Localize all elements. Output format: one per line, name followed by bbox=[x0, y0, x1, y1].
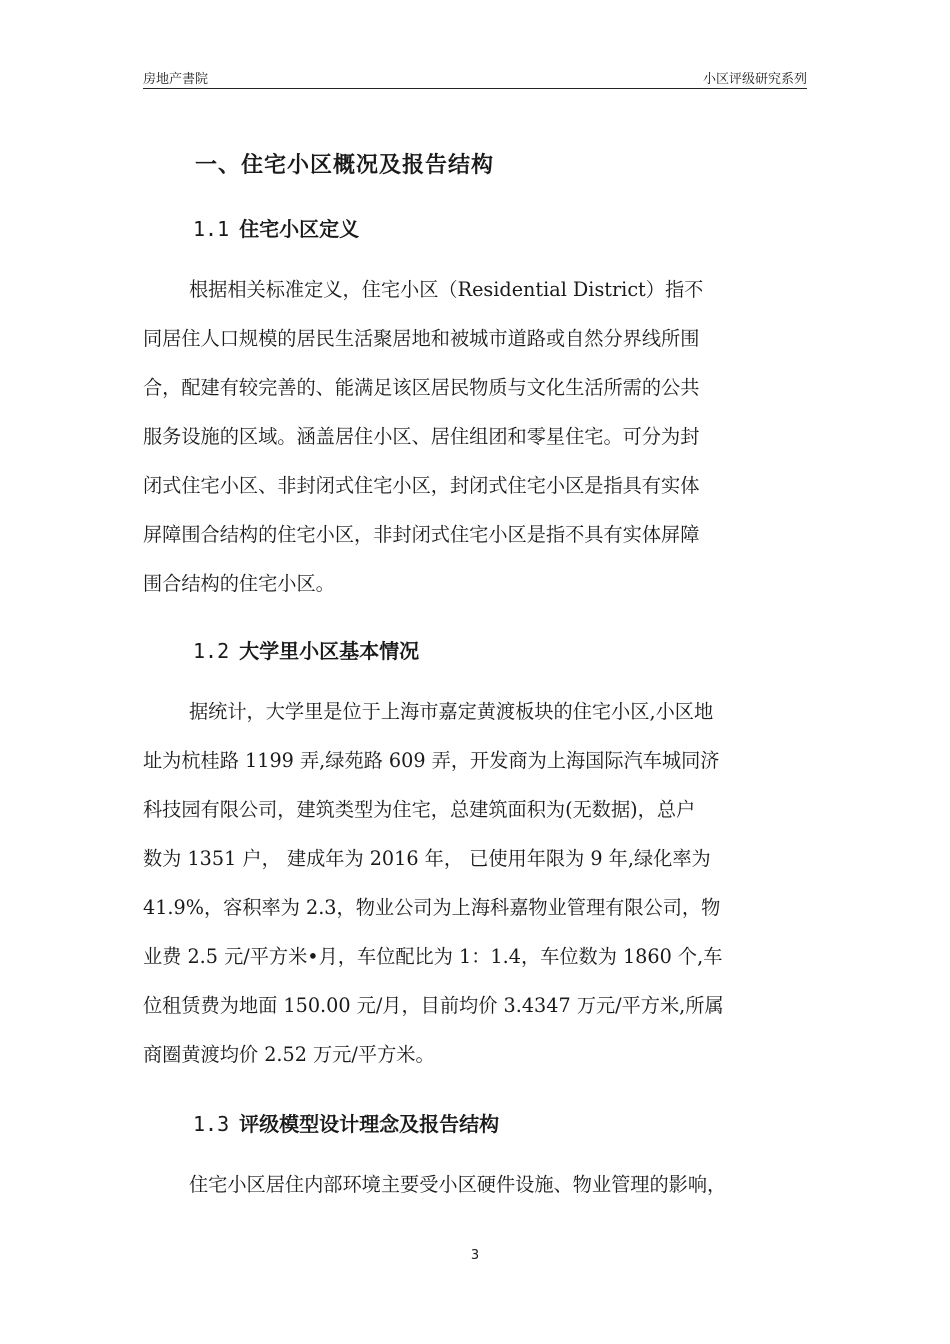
paragraph-line: 据统计，大学里是位于上海市嘉定黄渡板块的住宅小区,小区地 bbox=[189, 700, 714, 723]
paragraph-model-design bbox=[143, 1160, 823, 1209]
paragraph-line: 业费 2.5 元/平方米•月，车位配比为 1：1.4，车位数为 1860 个,车 bbox=[143, 945, 723, 968]
paragraph-line: 服务设施的区域。涵盖居住小区、居住组团和零星住宅。可分为封 bbox=[143, 425, 700, 448]
paragraph-line: 数为 1351 户， 建成年为 2016 年， 已使用年限为 9 年,绿化率为 bbox=[143, 847, 711, 870]
header-left-text: 房地产書院 bbox=[143, 72, 209, 87]
section-title: 一、住宅小区概况及报告结构 bbox=[195, 153, 495, 178]
paragraph-line: 围合结构的住宅小区。 bbox=[143, 572, 335, 595]
page-number: 3 bbox=[470, 1248, 480, 1263]
paragraph-line: 住宅小区居住内部环境主要受小区硬件设施、物业管理的影响， bbox=[189, 1173, 727, 1196]
paragraph-basic-info bbox=[143, 687, 823, 1079]
header-right-text: 小区评级研究系列 bbox=[702, 72, 807, 87]
paragraph-line: 41.9%，容积率为 2.3，物业公司为上海科嘉物业管理有限公司，物 bbox=[143, 896, 721, 919]
page-header bbox=[143, 66, 807, 89]
paragraph-line: 同居住人口规模的居民生活聚居地和被城市道路或自然分界线所围 bbox=[143, 327, 700, 350]
paragraph-definition bbox=[143, 265, 823, 608]
paragraph-line: 商圈黄渡均价 2.52 万元/平方米。 bbox=[143, 1043, 435, 1066]
paragraph-line: 科技园有限公司，建筑类型为住宅，总建筑面积为(无数据)，总户 bbox=[143, 798, 696, 821]
subsection-title: 大学里小区基本情况 bbox=[239, 639, 420, 663]
paragraph-line: 屏障围合结构的住宅小区，非封闭式住宅小区是指不具有实体屏障 bbox=[143, 523, 700, 546]
paragraph-line: 闭式住宅小区、非封闭式住宅小区，封闭式住宅小区是指具有实体 bbox=[143, 474, 700, 497]
paragraph-line: 根据相关标准定义，住宅小区（Residential District）指不 bbox=[189, 278, 704, 301]
subsection-number: 1.2 bbox=[193, 639, 230, 663]
paragraph-line: 合，配建有较完善的、能满足该区居民物质与文化生活所需的公共 bbox=[143, 376, 700, 399]
subsection-title: 评级模型设计理念及报告结构 bbox=[239, 1112, 500, 1136]
subsection-title: 住宅小区定义 bbox=[239, 217, 360, 241]
subsection-heading-1-1 bbox=[193, 213, 359, 242]
paragraph-line: 址为杭桂路 1199 弄,绿苑路 609 弄，开发商为上海国际汽车城同济 bbox=[143, 749, 720, 772]
subsection-number: 1.3 bbox=[193, 1112, 230, 1136]
subsection-heading-1-3 bbox=[193, 1108, 499, 1137]
paragraph-line: 位租赁费为地面 150.00 元/月，目前均价 3.4347 万元/平方米,所属 bbox=[143, 994, 724, 1017]
subsection-number: 1.1 bbox=[193, 217, 230, 241]
subsection-heading-1-2 bbox=[193, 635, 419, 664]
